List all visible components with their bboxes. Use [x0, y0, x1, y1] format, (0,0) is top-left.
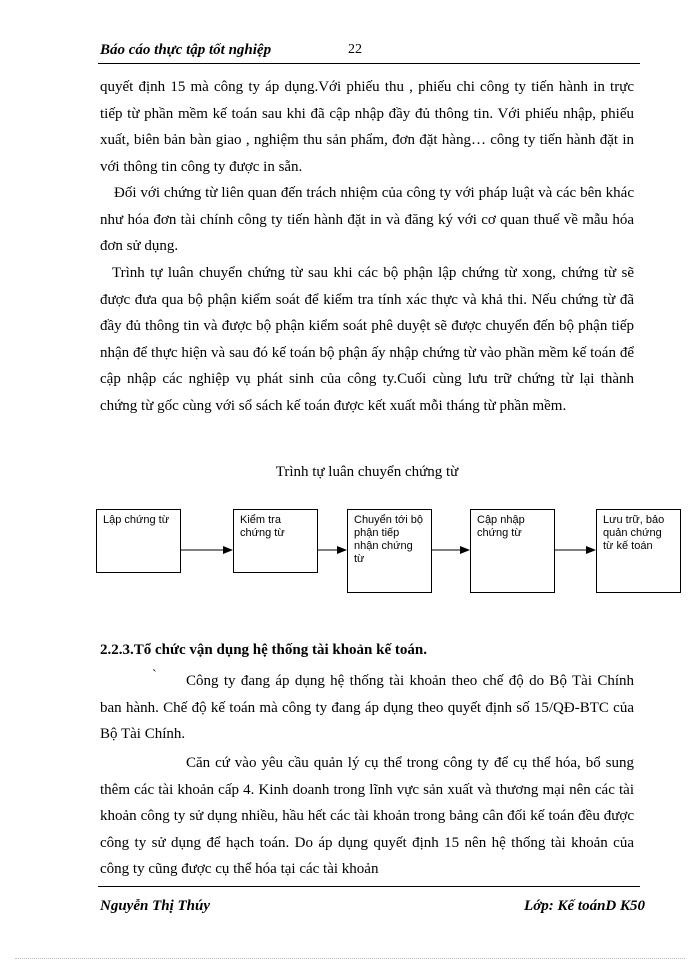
flow-step-update: Cập nhập chứng từ [470, 509, 555, 593]
flow-step-archive: Lưu trữ, bảo quản chứng từ kế toán [596, 509, 681, 593]
footer-author: Nguyễn Thị Thúy [100, 898, 211, 914]
page-edge-dots [15, 958, 685, 959]
section-heading: 2.2.3.Tổ chức vận dụng hệ thống tài khoản kế toán. [100, 642, 427, 658]
report-header-title: Báo cáo thực tập tốt nghiệp [100, 42, 272, 58]
paragraph-forms: quyết định 15 mà công ty áp dụng.Với phiếu thu , phiếu chi công ty tiến hành in trực tiếp từ phần mềm kế toán sau khi đã cập nhập đầy đủ thông tin. Với phiếu nhập, phiếu xuất, biên bản bàn giao , nghiệm thu sản phẩm, đơn đặt hàng… công ty tiến hành đặt in với thông tin công ty được in sẵn. [100, 79, 634, 175]
page-number: 22 [348, 42, 362, 57]
diagram-caption: Trình tự luân chuyển chứng từ [275, 464, 459, 480]
paragraph-account-system: Công ty đang áp dụng hệ thống tài khoản theo chế độ do Bộ Tài Chính ban hành. Chế độ kế toán mà công ty đang áp dụng theo quyết định số 15/QĐ-BTC của Bộ Tài Chính. [100, 673, 634, 742]
flow-step-transfer: Chuyển tới bộ phận tiếp nhận chứng từ [347, 509, 432, 593]
flow-step-create: Lập chứng từ [96, 509, 181, 573]
paragraph-account-detail: Căn cứ vào yêu cầu quản lý cụ thể trong công ty để cụ thể hóa, bổ sung thêm các tài khoản cấp 4. Kinh doanh trong lĩnh vực sản xuất và thương mại nên các tài khoản công ty sử dụng nhiều, hầu hết các tài khoản trong bảng cân đối kế toán đều được công ty sử dụng để hạch toán. Do áp dụng quyết định 15 nên hệ thống tài khoản của công ty cũng được cụ thể hóa tại các tài khoản [100, 755, 634, 877]
footer-class: Lớp: Kế toánD K50 [524, 898, 645, 914]
stray-mark: ` [152, 668, 157, 683]
footer-rule [98, 886, 640, 887]
paragraph-invoices: Đối với chứng từ liên quan đến trách nhiệm của công ty với pháp luật và các bên khác như hóa đơn tài chính công ty tiến hành đặt in và đăng ký với cơ quan thuế về mẫu hóa đơn sử dụng. [100, 185, 634, 254]
paragraph-document-flow: Trình tự luân chuyển chứng từ sau khi các bộ phận lập chứng từ xong, chứng từ sẽ được đưa qua bộ phận kiểm soát để kiểm tra tính xác thực và khả thi. Nếu chứng từ đã đầy đủ thông tin và được bộ phận kiểm soát phê duyệt sẽ được chuyển đến bộ phận tiếp nhận để thực hiện và sau đó kế toán bộ phận ấy nhập chứng từ vào phần mềm kế toán để cập nhập các nghiệp vụ phát sinh của công ty.Cuối cùng lưu trữ chứng từ lại thành chứng từ gốc cùng với sổ sách kế toán được kết xuất mỗi tháng từ phần mềm. [100, 265, 634, 414]
flow-step-check: Kiểm tra chứng từ [233, 509, 318, 573]
